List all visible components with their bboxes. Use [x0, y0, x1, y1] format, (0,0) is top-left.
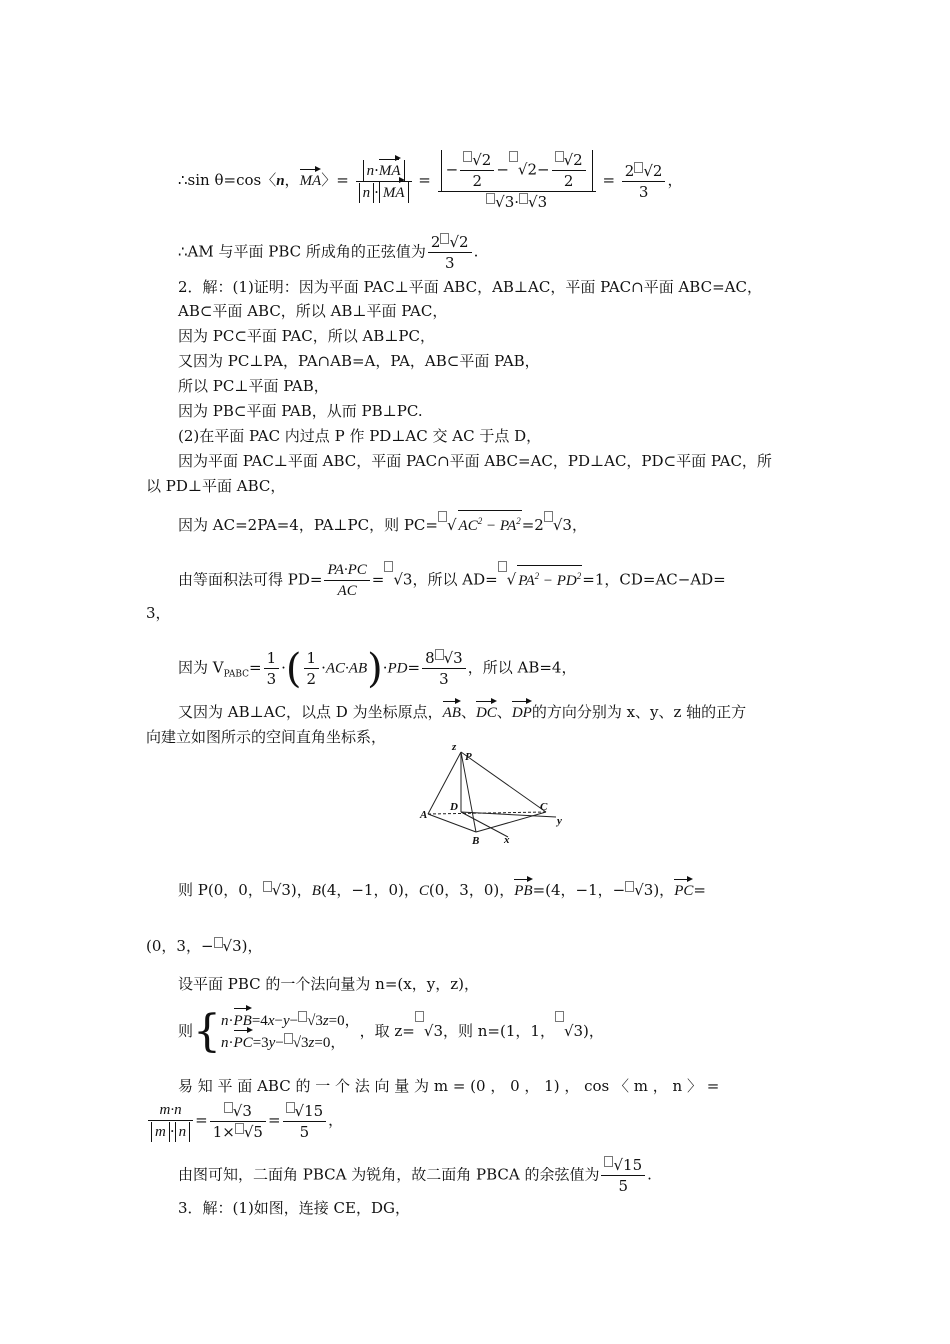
volume-formula: 因为 $V_{PABC}=$ $\frac{1}{3}$ ·( $\frac{1}{2}$ ·AC·AB)·PD= $\frac{8 √3}{3}$ ，所以 AB=4， — [178, 645, 577, 692]
label-c: C — [540, 801, 548, 813]
text-line: 因为 PB⊂平面 PAB，从而 PB⊥PC. — [178, 402, 423, 420]
coordinates: 则 P(0，0， √3)，B(4，−1，0)，C(0，3，0)，PB=(4，−1，− √3)，PC= — [178, 881, 706, 899]
text-line: 因为平面 PAC⊥平面 ABC，平面 PAC∩平面 ABC=AC，PD⊥AC，PD⊂平面 PAC，所 — [178, 452, 772, 470]
text-line: 易 知 平 面 ABC 的 一 个 法 向 量 为 m = (0 ， 0 ， 1) ， cos 〈 m ， n 〉 = — [178, 1077, 720, 1095]
sin-theta-formula: ∴sin θ=cos〈n，MA〉= $\frac{n\cdot MA}{n \cdot MA}$ = − $\frac{√2}{2}$ − √2− $\frac{√2}{2}$ √3· √3 = $\frac{2 √2}{3}$ ， — [178, 151, 683, 211]
pyramid-figure — [416, 742, 576, 846]
label-y: y — [557, 815, 562, 827]
text-line: AB⊂平面 ABC，所以 AB⊥平面 PAC， — [178, 302, 448, 320]
text-line: (2)在平面 PAC 内过点 P 作 PD⊥AC 交 AC 于点 D， — [178, 427, 542, 445]
label-a: A — [420, 809, 428, 821]
normal-vector-system: 则{ n·PB=4x−y− √3z=0， n·PC=3y− √3z=0， ，取 z= √3，则 n=(1，1， √3)， — [178, 1006, 604, 1057]
dihedral-cosine: 由图可知，二面角 PBCA 为锐角，故二面角 PBCA 的余弦值为 $\frac{√15}{5}$ . — [178, 1156, 652, 1195]
label-b: B — [472, 835, 480, 846]
text-line: 所以 PC⊥平面 PAB， — [178, 377, 329, 395]
text-line: 3．解：(1)如图，连接 CE，DG， — [178, 1199, 410, 1217]
text-line: 以 PD⊥平面 ABC， — [146, 477, 286, 495]
text-line: 2．解：(1)证明：因为平面 PAC⊥平面 ABC，AB⊥AC，平面 PAC∩平面 ABC=AC， — [178, 278, 762, 296]
label-z: z — [452, 742, 457, 753]
am-sine-value: ∴AM 与平面 PBC 所成角的正弦值为 $\frac{2 √2}{3}$ . — [178, 233, 479, 272]
edge-pb — [461, 752, 476, 832]
label-p: P — [465, 751, 472, 763]
edge-pc — [461, 752, 546, 812]
pd-length: 由等面积法可得 PD= $\frac{PA\cdot PC}{AC}$ = √3，所以 AD= √ $PA^2 - PD^2=1$，CD=AC−AD= — [178, 562, 726, 599]
coordinates-cont: (0，3，− √3)， — [146, 937, 263, 955]
text-line: 设平面 PBC 的一个法向量为 n=(x，y，z)， — [178, 975, 479, 993]
label-x: x — [504, 834, 510, 846]
axis-setup: 又因为 AB⊥AC，以点 D 为坐标原点，AB、DC、DP的方向分别为 x、y、z 轴的正方 — [178, 703, 747, 721]
text-line: 3， — [146, 604, 171, 622]
text-line: 因为 PC⊂平面 PAC，所以 AB⊥PC， — [178, 327, 436, 345]
cos-value: $\frac{m\cdot n}{m \cdot n}$ = $\frac{√3}{1\times √5}$ = $\frac{√15}{5}$ ， — [146, 1100, 343, 1142]
text-line: 向建立如图所示的空间直角坐标系， — [146, 728, 387, 746]
pc-length: 因为 AC=2PA=4，PA⊥PC，则 PC= √ $AC^2 - PA^2=2$ √3， — [178, 510, 587, 536]
text-line: 又因为 PC⊥PA，PA∩AB=A，PA，AB⊂平面 PAB， — [178, 352, 540, 370]
label-d: D — [450, 801, 458, 813]
